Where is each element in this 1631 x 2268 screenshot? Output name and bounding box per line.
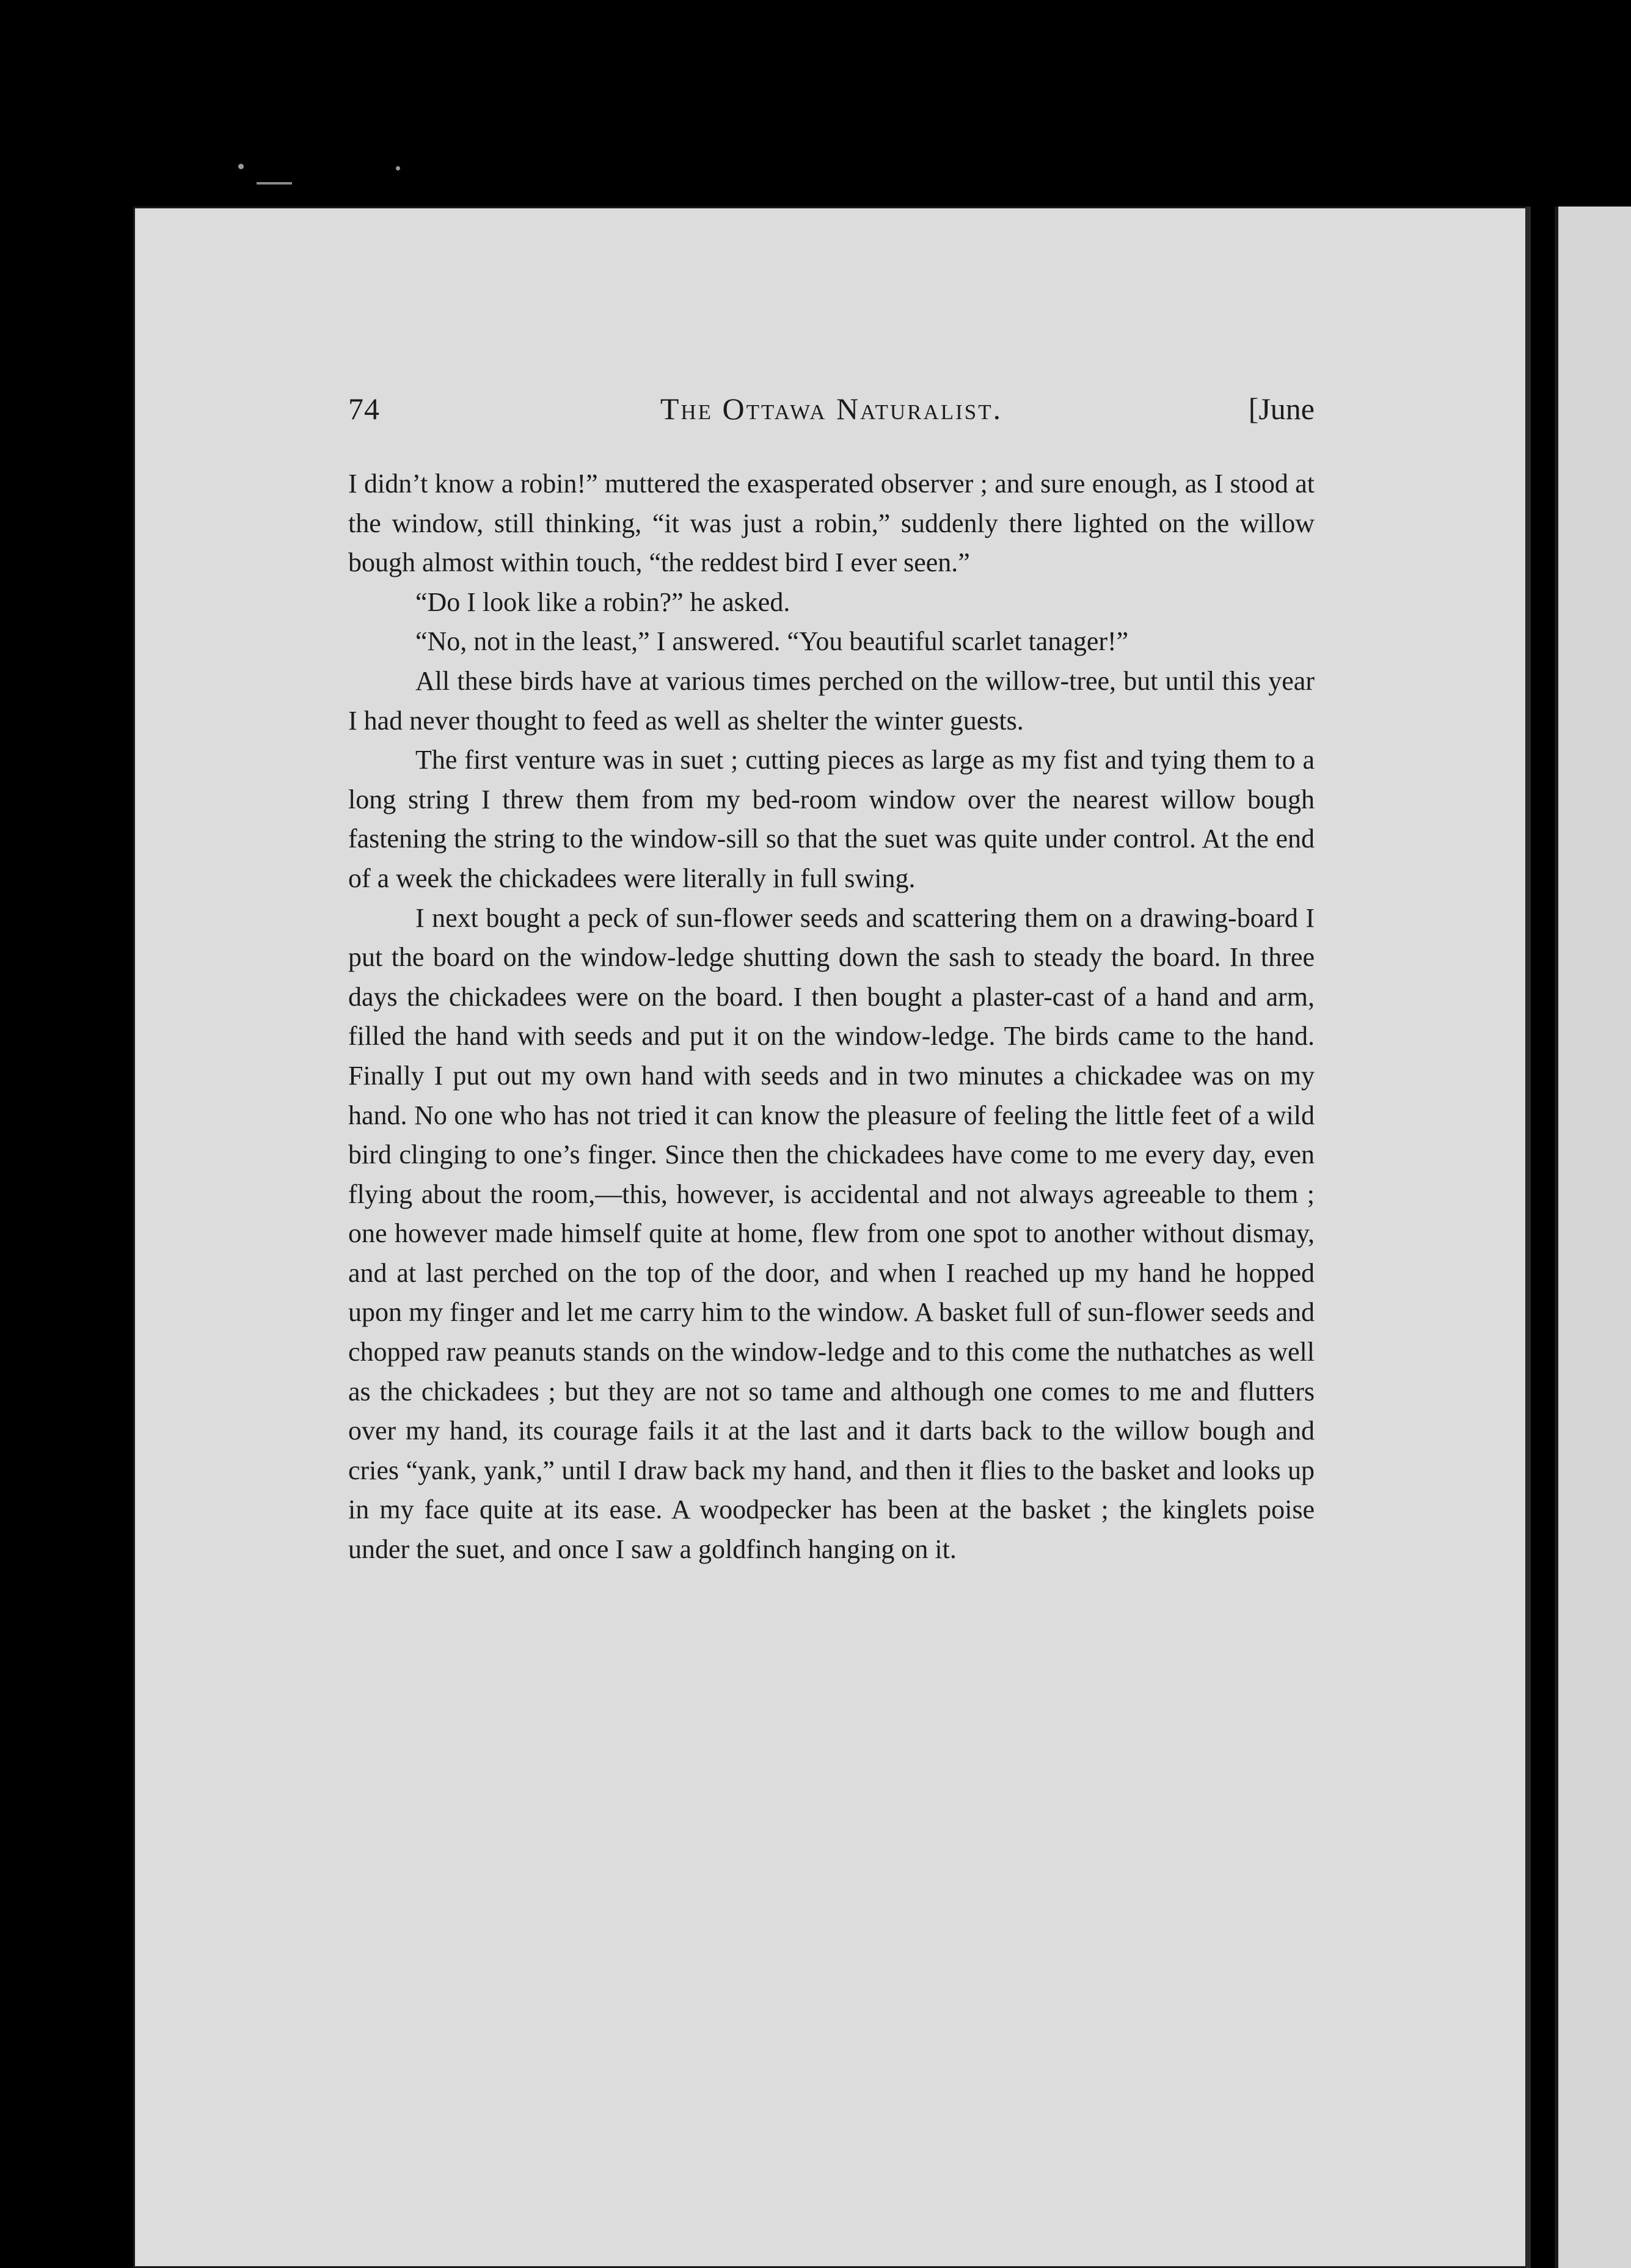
page-number: 74	[348, 392, 380, 426]
paragraph: I next bought a peck of sun-flower seeds and scattering them on a drawing-board I put the board on the window-ledge shutting down the sash to steady the board. In three days the chickadees were on the board. I then bought a plaster-cast of a hand and arm, filled the hand with seeds and put it on the window-ledge. The birds came to the hand. Finally I put out my own hand with seeds and in two minutes a chickadee was on my hand. No one who has not tried it can know the pleasure of feeling the little feet of a wild bird clinging to one’s finger. Since then the chickadees have come to me every day, even flying about the room,—this, however, is accidental and not always agreeable to them ; one however made himself quite at home, flew from one spot to another without dismay, and at last perched on the top of the door, and when I reached up my hand he hopped upon my finger and let me carry him to the window. A basket full of sun-flower seeds and chopped raw peanuts stands on the window-ledge and to this come the nuthatches as well as the chickadees ; but they are not so tame and although one comes to me and flutters over my hand, its courage fails it at the last and it darts back to the willow bough and cries “yank, yank,” until I draw back my hand, and then it flies to the basket and looks up in my face quite at its ease. A woodpecker has been at the basket ; the kinglets poise under the suet, and once I saw a goldfinch hanging on it.	[348, 902, 1315, 1565]
issue-month: [June	[1248, 392, 1315, 426]
running-header	[348, 391, 1315, 440]
article-body	[348, 464, 1315, 1570]
scan-artifact-dash	[257, 182, 292, 185]
facing-page-edge	[1555, 207, 1631, 2268]
paragraph: “Do I look like a robin?” he asked.	[415, 587, 790, 617]
paragraph: I didn’t know a robin!” muttered the exasperated observer ; and sure enough, as I stood at the window, still thinking, “it was just a robin,” suddenly there lighted on the willow bough almost within touch, “the reddest bird I ever seen.”	[348, 469, 1315, 578]
scan-artifact-speck	[238, 164, 244, 169]
scan-artifact-speck	[396, 166, 400, 170]
paragraph: The first venture was in suet ; cutting pieces as large as my fist and tying them to a long string I threw them from my bed-room window over the nearest willow bough fastening the string to the window-sill so that the suet was quite under control. At the end of a week the chickadees were literally in full swing.	[348, 745, 1315, 893]
paragraph: All these birds have at various times perched on the willow-tree, but until this year I had never thought to feed as well as shelter the winter guests.	[348, 665, 1315, 736]
page-gutter	[1526, 207, 1531, 2268]
journal-title: The Ottawa Naturalist.	[660, 392, 1003, 426]
paragraph: “No, not in the least,” I answered. “You beautiful scarlet tanager!”	[415, 626, 1129, 657]
